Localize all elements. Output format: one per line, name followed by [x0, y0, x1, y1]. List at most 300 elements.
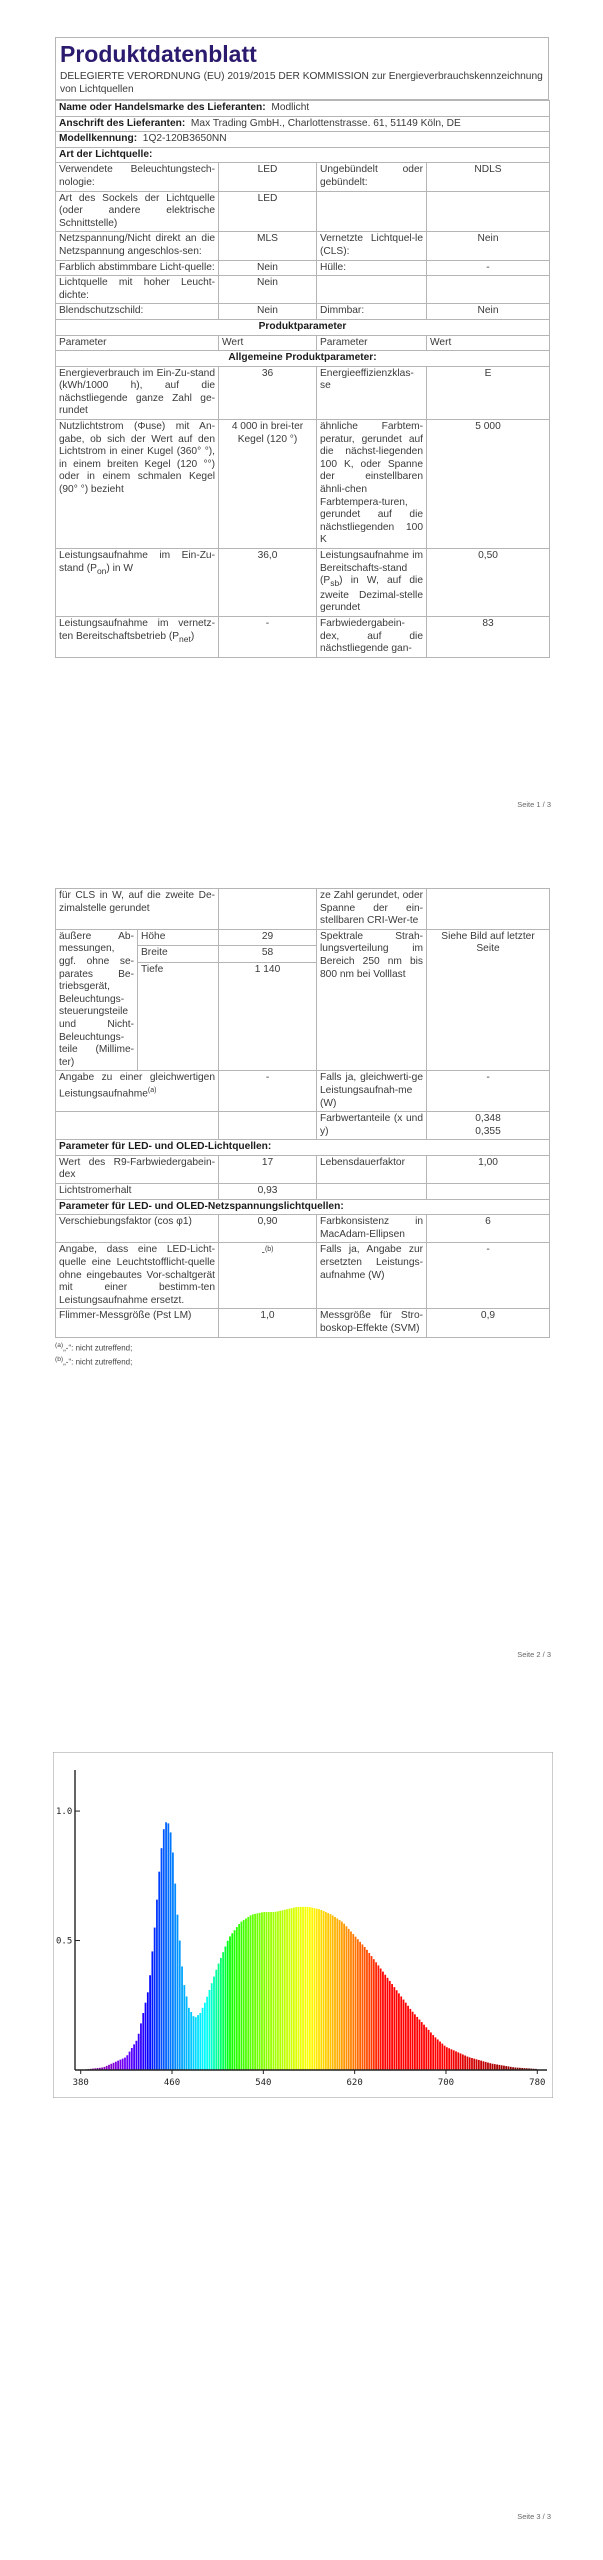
label-text: Leistungsaufnahme im vernetz-ten Bereitschaftsbetrieb (P	[59, 618, 215, 642]
spectrum-bar	[120, 2060, 122, 2070]
empty-cell	[427, 276, 550, 304]
table-row	[56, 929, 550, 946]
spectrum-bar	[124, 2058, 126, 2070]
x-tick-label: 620	[346, 2078, 363, 2088]
value-cell: -	[219, 1071, 317, 1112]
spectrum-bar	[380, 1969, 382, 2071]
spectrum-bar	[136, 2041, 138, 2070]
spectrum-bar	[156, 1900, 158, 2070]
table-row	[56, 1184, 550, 1200]
x-tick-label: 460	[163, 2078, 181, 2088]
spectrum-bar	[473, 2059, 475, 2070]
value-text: -	[261, 1247, 265, 1259]
table-row	[56, 1112, 550, 1140]
label-cell: Netzspannung/Nicht direkt an die Netzspannung angeschlos-sen:	[56, 232, 219, 260]
params-header-row	[56, 319, 550, 335]
spectrum-bar	[327, 1913, 329, 2070]
spectrum-bar	[288, 1909, 290, 2070]
spectrum-bar	[263, 1912, 265, 2070]
spectrum-bar	[204, 2003, 206, 2070]
spectrum-bar	[291, 1908, 293, 2070]
spectrum-bar	[113, 2063, 115, 2070]
spectrum-bar	[142, 2013, 144, 2070]
spectrum-bar	[293, 1908, 295, 2070]
spectrum-bar	[377, 1965, 379, 2070]
label-cell: Dimmbar:	[317, 304, 427, 320]
depth-value: 1 140	[219, 962, 317, 978]
label-cell: Energieverbrauch im Ein-Zu-stand (kWh/1000 h), auf die nächstliegende ganze Zahl ge-rundet	[56, 366, 219, 419]
label-text: )	[190, 630, 195, 642]
spectrum-bar	[183, 1985, 185, 2070]
spectrum-bar	[403, 2000, 405, 2070]
empty-cell	[219, 1112, 317, 1140]
spectrum-bar	[284, 1910, 286, 2070]
spectrum-bar	[366, 1950, 368, 2070]
label-cell: Falls ja, gleichwerti-ge Leistungsaufnah-me (W)	[317, 1071, 427, 1112]
spectrum-bar	[412, 2012, 414, 2070]
spectrum-bar	[476, 2059, 478, 2070]
label-cell: Farblich abstimmbare Licht-quelle:	[56, 260, 219, 276]
spectrum-bar	[241, 1922, 243, 2070]
spectrum-bar	[498, 2065, 500, 2070]
spectrum-bar	[272, 1912, 274, 2070]
spectrum-bar	[311, 1908, 313, 2070]
value-cell: 83	[427, 617, 550, 658]
spectrum-bar	[115, 2062, 117, 2070]
spectrum-bar	[414, 2014, 416, 2070]
spectrum-bar	[158, 1872, 160, 2070]
value-cell: Nein	[219, 304, 317, 320]
table-row	[56, 549, 550, 617]
spectrum-bar	[492, 2064, 494, 2070]
spectrum-bar	[256, 1913, 258, 2070]
label-cell: Farbkonsistenz in MacAdam-Ellipsen	[317, 1215, 427, 1243]
spectrum-bar	[179, 1941, 181, 2070]
spectrum-bar	[425, 2027, 427, 2070]
spectrum-bar	[110, 2064, 112, 2070]
spectrum-bar	[195, 2017, 197, 2070]
y-tick-label: 0.5	[56, 1936, 73, 1947]
empty-cell	[219, 978, 317, 1071]
value-cell: NDLS	[427, 163, 550, 191]
value-cell: 1,00	[427, 1155, 550, 1183]
spectrum-bar	[350, 1931, 352, 2070]
label-cell: Falls ja, Angabe zur ersetzten Leistungs-aufnahme (W)	[317, 1243, 427, 1309]
spectrum-bar	[300, 1907, 302, 2070]
spectrum-bar	[193, 2016, 195, 2070]
label-cell	[56, 1071, 219, 1112]
spectrum-bar	[330, 1914, 332, 2070]
page-1	[0, 0, 603, 815]
spectrum-bar	[346, 1926, 348, 2070]
spectrum-bar	[435, 2037, 437, 2070]
spectrum-bar	[362, 1944, 364, 2070]
table-row	[56, 304, 550, 320]
spectrum-bar	[437, 2039, 439, 2070]
dimensions-label: äußere Ab-messungen, ggf. ohne se-parates Be-triebsgerät, Beleuchtungs-steuerungsteile und Nicht-Beleuchtungs-teile (Millime-ter)	[56, 929, 138, 1071]
spectrum-bar	[298, 1907, 300, 2070]
document-subtitle: DELEGIERTE VERORDNUNG (EU) 2019/2015 DER KOMMISSION zur Energieverbrauchskennzeichnung von Lichtquellen	[60, 71, 543, 95]
label-cell: Farbwertanteile (x und y)	[317, 1112, 427, 1140]
value-cell: Nein	[427, 304, 550, 320]
spectrum-bar	[234, 1930, 236, 2070]
depth-label: Tiefe	[138, 962, 219, 978]
x-tick-label: 380	[72, 2078, 89, 2088]
lightsource-header: Art der Lichtquelle:	[56, 147, 550, 163]
spectrum-bar	[364, 1947, 366, 2070]
empty-cell	[427, 1184, 550, 1200]
spectrum-bar	[325, 1912, 327, 2070]
spectrum-bar	[202, 2008, 204, 2070]
spectrum-bar	[266, 1912, 268, 2070]
spectrum-bar	[131, 2048, 133, 2070]
spectrum-bar	[423, 2025, 425, 2070]
value-cell: -	[427, 1071, 550, 1112]
spectrum-bar	[295, 1907, 297, 2070]
spectrum-bar	[387, 1978, 389, 2070]
value-cell: Nein	[427, 232, 550, 260]
spectrum-bar	[469, 2057, 471, 2070]
page-2	[0, 866, 603, 1681]
document-title: Produktdatenblatt	[60, 41, 257, 67]
footnote-ref: (a)	[147, 1086, 157, 1094]
value-cell: 36,0	[219, 549, 317, 617]
spectrum-bar	[163, 1829, 165, 2070]
spectrum-bar	[277, 1911, 279, 2070]
mains-header-row	[56, 1199, 550, 1215]
value-cell: 36	[219, 366, 317, 419]
value-cell: E	[427, 366, 550, 419]
general-header-row	[56, 351, 550, 367]
value-cell: 0,90	[219, 1215, 317, 1243]
label-cell: Hülle:	[317, 260, 427, 276]
spectrum-bar	[323, 1911, 325, 2070]
label-cell: Angabe, dass eine LED-Licht-quelle eine Leuchtstofflicht-quelle ohne eingebautes Vor-schaltgerät mit einer bestimm-ten Leistungsaufnahme ersetzt.	[56, 1243, 219, 1309]
spectrum-bar	[334, 1917, 336, 2070]
subscript: on	[96, 565, 107, 576]
spectrum-bar	[275, 1912, 277, 2070]
spectrum-chart	[53, 1752, 553, 2098]
spectrum-bar	[444, 2046, 446, 2070]
spectrum-bar	[138, 2034, 140, 2070]
spectrum-bar	[307, 1907, 309, 2070]
value-cell: 0,93	[219, 1184, 317, 1200]
label-cell: Flimmer-Messgröße (Pst LM)	[56, 1309, 219, 1337]
spectrum-bar	[314, 1908, 316, 2070]
mains-params-header: Parameter für LED- und OLED-Netzspannungslichtquellen:	[56, 1199, 550, 1215]
spectrum-bar	[405, 2003, 407, 2070]
spectrum-bar	[170, 1832, 172, 2070]
spectrum-bar	[393, 1987, 395, 2070]
spectrum-bar	[309, 1907, 311, 2070]
spectrum-bar	[320, 1910, 322, 2070]
label-cell: Art des Sockels der Lichtquelle (oder andere elektrische Schnittstelle)	[56, 191, 219, 232]
spectrum-bar	[348, 1929, 350, 2070]
empty-cell	[138, 978, 219, 1071]
spectrum-bar	[218, 1964, 220, 2070]
value-cell: MLS	[219, 232, 317, 260]
label-cell: Lichtstromerhalt	[56, 1184, 219, 1200]
datasheet-frame	[55, 37, 549, 658]
footnote-text: „-“: nicht zutreffend;	[63, 1357, 133, 1367]
empty-cell	[317, 1184, 427, 1200]
subscript: net	[179, 633, 191, 644]
spectrum-bar	[282, 1910, 284, 2070]
spectrum-bar	[140, 2023, 142, 2070]
label-cell: Ungebündelt oder gebündelt:	[317, 163, 427, 191]
label-cell: Vernetzte Lichtquel-le (CLS):	[317, 232, 427, 260]
spectrum-bar	[359, 1942, 361, 2070]
label-text: Leistungsaufnahme im Bereitschafts-stand (P	[320, 550, 423, 587]
spectrum-bar	[268, 1912, 270, 2070]
label-cell: ze Zahl gerundet, oder Spanne der ein-stellbaren CRI-Wer-te	[317, 889, 427, 930]
spectrum-bar	[304, 1907, 306, 2070]
footnote-mark: (a)	[55, 1341, 64, 1349]
height-label: Höhe	[138, 929, 219, 946]
width-value: 58	[219, 946, 317, 963]
spectrum-bar	[250, 1915, 252, 2070]
spectrum-bar	[332, 1915, 334, 2070]
label-cell: ähnliche Farbtem-peratur, gerundet auf die nächst-liegenden 100 K, oder Spanne der einstellbaren ähnli-chen Farbtempera-turen, gerundet auf die nächstliegenden 100 K	[317, 420, 427, 549]
label-cell: Lebensdauerfaktor	[317, 1155, 427, 1183]
value-cell: 0,50	[427, 549, 550, 617]
x-tick-label: 780	[529, 2078, 546, 2088]
spectrum-bar	[352, 1934, 354, 2070]
label-text: Angabe zu einer gleichwertigen Leistungsaufnahme	[59, 1072, 216, 1100]
spectrum-bar	[501, 2065, 503, 2070]
spectrum-bar	[225, 1946, 227, 2070]
spectrum-bar	[222, 1952, 224, 2070]
spectrum-bar	[487, 2063, 489, 2070]
spectrum-bar	[489, 2063, 491, 2070]
spectral-label: Spektrale Strah-lungsverteilung im Bereich 250 nm bis 800 nm bei Volllast	[317, 929, 427, 1071]
spectrum-bar	[133, 2044, 135, 2070]
spectrum-bar	[439, 2042, 441, 2070]
spectrum-bar	[108, 2065, 110, 2070]
column-header: Parameter	[317, 335, 427, 351]
spectrum-bar	[254, 1914, 256, 2070]
table-row	[56, 232, 550, 260]
spectrum-bar	[391, 1984, 393, 2070]
label-cell: Nutzlichtstrom (Φuse) mit An-gabe, ob sich der Wert auf den Lichtstrom in einer Kugel (360° °), in einem breiten Kegel (120 °°) oder in einem schmalen Kegel (90° °) bezieht	[56, 420, 219, 549]
spectrum-bar	[382, 1972, 384, 2070]
spectrum-bar	[453, 2050, 455, 2070]
supplier-address-value: Max Trading GmbH., Charlottenstrasse. 61, 51149 Köln, DE	[190, 117, 461, 129]
spectrum-bar	[259, 1913, 261, 2070]
spectrum-bar	[462, 2054, 464, 2070]
led-header-row	[56, 1140, 550, 1156]
spectrum-bar	[247, 1917, 249, 2070]
led-params-header: Parameter für LED- und OLED-Lichtquellen:	[56, 1140, 550, 1156]
spectrum-bar	[270, 1912, 272, 2070]
table-row	[56, 163, 550, 191]
chroma-x-value: 0,348	[475, 1113, 501, 1125]
label-cell: Energieeffizienzklas-se	[317, 366, 427, 419]
spectrum-bar	[400, 1996, 402, 2070]
empty-cell	[56, 1112, 219, 1140]
spectrum-bar	[396, 1990, 398, 2070]
spectrum-bar	[220, 1958, 222, 2070]
value-cell	[219, 1243, 317, 1309]
spectrum-bar	[373, 1959, 375, 2070]
spectrum-bar	[464, 2056, 466, 2071]
spectrum-bar	[368, 1953, 370, 2070]
spectrum-chart-svg	[53, 1752, 553, 2098]
spectrum-bar	[279, 1911, 281, 2070]
width-label: Breite	[138, 946, 219, 963]
spectrum-bar	[457, 2052, 459, 2070]
footnote-b	[55, 1354, 549, 1369]
spectrum-bar	[199, 2013, 201, 2070]
spectrum-bar	[451, 2049, 453, 2070]
spectrum-bar	[430, 2032, 432, 2070]
spectrum-bar	[227, 1941, 229, 2070]
spectrum-bar	[236, 1927, 238, 2070]
spectrum-bar	[357, 1939, 359, 2070]
spectrum-bar	[446, 2047, 448, 2070]
value-cell: Nein	[219, 276, 317, 304]
label-cell: Verschiebungsfaktor (cos φ1)	[56, 1215, 219, 1243]
spectrum-bar	[190, 2012, 192, 2070]
footnote-text: „-“: nicht zutreffend;	[63, 1343, 133, 1353]
spectrum-bar	[483, 2061, 485, 2070]
table-row	[56, 617, 550, 658]
label-text: ) in W	[106, 562, 134, 574]
value-cell: LED	[219, 191, 317, 232]
spectrum-bar	[407, 2006, 409, 2070]
table-row	[56, 420, 550, 549]
spectrum-bar	[243, 1920, 245, 2070]
spectrum-bar	[129, 2052, 131, 2070]
spectrum-bar	[494, 2064, 496, 2070]
table-row	[56, 276, 550, 304]
spectrum-bar	[229, 1936, 231, 2070]
label-text: ) in W, auf die zweite Dezimal-stelle gerundet	[320, 575, 423, 614]
spectrum-bar	[286, 1909, 288, 2070]
column-header: Parameter	[56, 335, 219, 351]
spectrum-bar	[161, 1848, 163, 2070]
empty-cell	[317, 191, 427, 232]
spectrum-bar	[154, 1928, 156, 2070]
table-row	[56, 1215, 550, 1243]
spectrum-bar	[339, 1920, 341, 2070]
spectrum-bar	[252, 1914, 254, 2070]
column-header: Wert	[427, 335, 550, 351]
supplier-name-label: Name oder Handelsmarke des Lieferanten:	[59, 102, 266, 113]
lightsource-header-row	[56, 147, 550, 163]
supplier-name-value: Modlicht	[271, 102, 310, 113]
spectrum-bar	[336, 1919, 338, 2070]
spectrum-bar	[149, 1975, 151, 2070]
x-tick-label: 700	[437, 2078, 455, 2088]
value-cell: Nein	[219, 260, 317, 276]
column-header: Wert	[219, 335, 317, 351]
spectrum-bar	[318, 1909, 320, 2070]
value-cell: 1,0	[219, 1309, 317, 1337]
value-cell	[427, 1112, 550, 1140]
label-text: Leistungsaufnahme im Ein-Zu-stand (P	[59, 550, 215, 574]
spectrum-bar	[147, 1992, 149, 2070]
spectrum-bar	[165, 1822, 167, 2070]
spectrum-bar	[421, 2022, 423, 2070]
table-row	[56, 1155, 550, 1183]
datasheet-table-page-2	[55, 888, 550, 1338]
spectrum-bar	[188, 2008, 190, 2070]
footnotes	[55, 1340, 549, 1369]
spectral-value: Siehe Bild auf letzter Seite	[427, 929, 550, 1071]
datasheet-frame	[55, 888, 549, 1369]
label-cell: Verwendete Beleuchtungstech-nologie:	[56, 163, 219, 191]
spectrum-bar	[409, 2009, 411, 2070]
params-header: Produktparameter	[56, 319, 550, 335]
table-row	[56, 260, 550, 276]
empty-cell	[317, 276, 427, 304]
spectrum-bar	[177, 1915, 179, 2070]
table-row	[56, 366, 550, 419]
spectrum-bar	[398, 1993, 400, 2070]
column-header-row	[56, 335, 550, 351]
spectrum-bar	[441, 2044, 443, 2070]
model-row	[56, 132, 550, 148]
spectrum-bar	[419, 2020, 421, 2070]
empty-cell	[219, 889, 317, 930]
spectrum-bar	[496, 2065, 498, 2071]
spectrum-bar	[186, 1996, 188, 2070]
general-params-header: Allgemeine Produktparameter:	[56, 351, 550, 367]
empty-cell	[427, 889, 550, 930]
subscript: sb	[330, 578, 340, 589]
page-number: Seite 1 / 3	[517, 800, 551, 809]
spectrum-bar	[375, 1962, 377, 2070]
spectrum-bar	[206, 1997, 208, 2070]
spectrum-bar	[197, 2015, 199, 2070]
spectrum-bar	[151, 1951, 153, 2070]
spectrum-bar	[467, 2057, 469, 2070]
value-cell: 6	[427, 1215, 550, 1243]
label-cell: für CLS in W, auf die zweite De-zimalstelle gerundet	[56, 889, 219, 930]
table-row	[56, 191, 550, 232]
spectrum-bar	[384, 1975, 386, 2070]
spectrum-bar	[416, 2017, 418, 2070]
spectrum-bar	[172, 1853, 174, 2071]
chroma-y-value: 0,355	[475, 1125, 501, 1137]
label-cell	[56, 549, 219, 617]
spectrum-bar	[211, 1983, 213, 2070]
spectrum-bar	[371, 1956, 373, 2070]
spectrum-bar	[261, 1912, 263, 2070]
spectrum-bar	[341, 1922, 343, 2070]
label-cell	[317, 549, 427, 617]
spectrum-bar	[485, 2062, 487, 2070]
table-row	[56, 889, 550, 930]
value-cell: -	[427, 1243, 550, 1309]
height-value: 29	[219, 929, 317, 946]
spectrum-bar	[209, 1990, 211, 2070]
spectrum-bar	[215, 1970, 217, 2070]
value-cell: 0,9	[427, 1309, 550, 1337]
spectrum-bar	[117, 2061, 119, 2070]
page-3	[0, 1732, 603, 2560]
page-number: Seite 3 / 3	[517, 2512, 551, 2521]
footnote-ref: (b)	[264, 1246, 274, 1254]
spectrum-bar	[302, 1907, 304, 2070]
table-row	[56, 1071, 550, 1112]
value-cell: -	[219, 617, 317, 658]
spectrum-bar	[167, 1823, 169, 2070]
supplier-address-label: Anschrift des Lieferanten:	[59, 117, 186, 129]
spectrum-bar	[145, 2003, 147, 2070]
label-cell: Messgröße für Stro-boskop-Effekte (SVM)	[317, 1309, 427, 1337]
